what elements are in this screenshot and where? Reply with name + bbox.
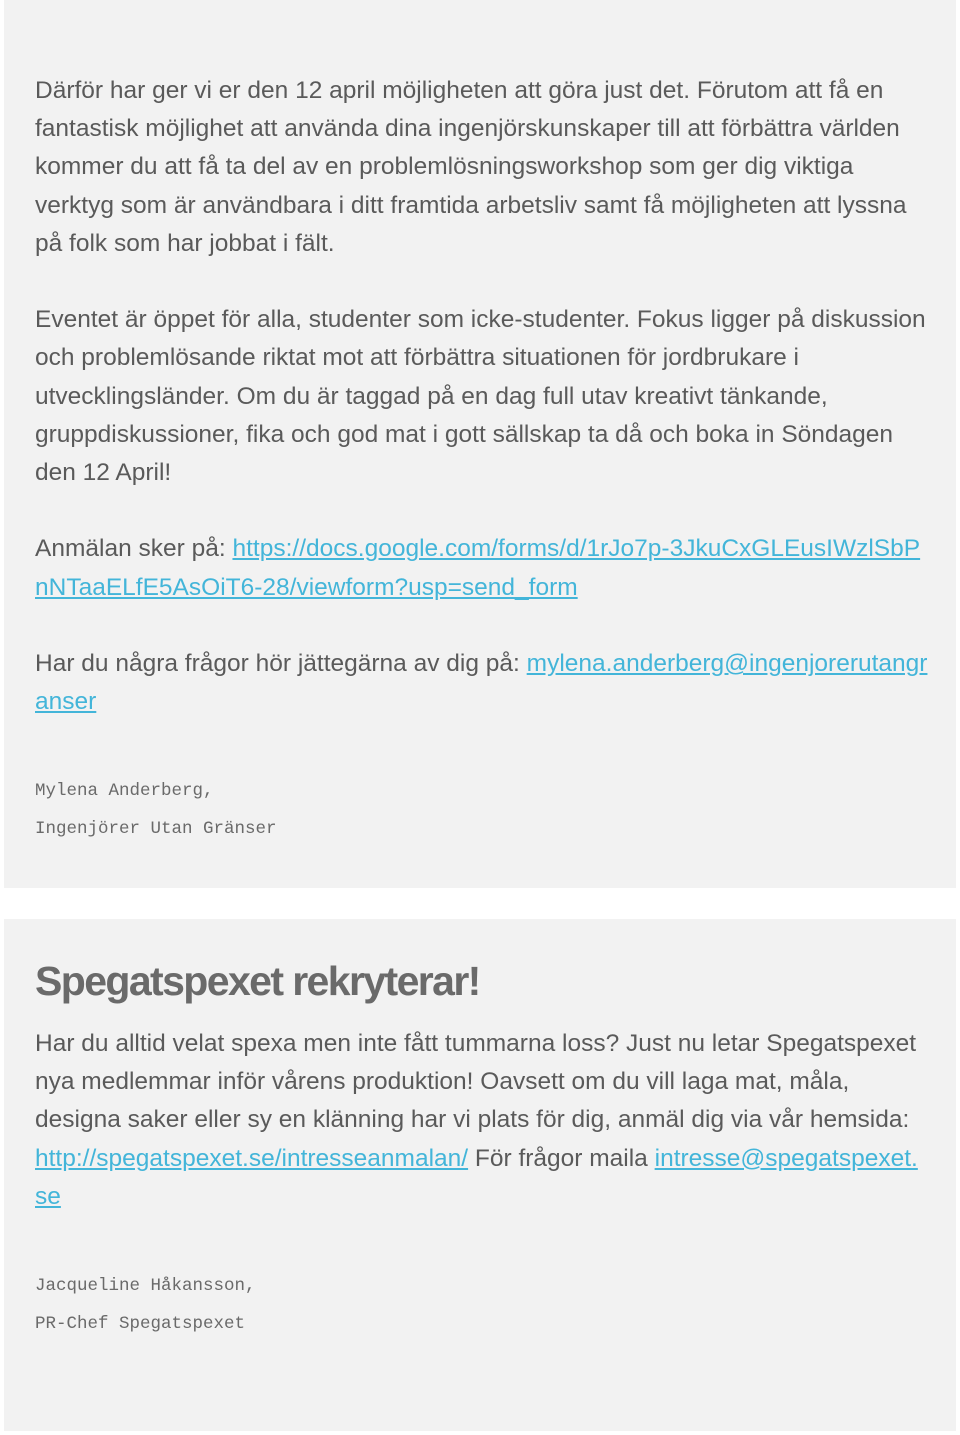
signature-name: Mylena Anderberg, (35, 781, 214, 802)
signup-label: Anmälan sker på: (35, 535, 233, 563)
signature (35, 1267, 928, 1343)
signature-organization: Ingenjörer Utan Gränser (35, 819, 277, 840)
event-card (4, 0, 956, 888)
interest-email-link[interactable]: intresse@spegatspexet.se (35, 1144, 918, 1210)
spex-recruitment-card (4, 919, 956, 1431)
section-title: Spegatspexet rekryterar! (35, 958, 480, 1004)
event-intro-paragraph: Därför har ger vi er den 12 april möjligheten att göra just det. Förutom att få en fantastisk möjlighet att använda dina ingenjörskunskaper till att förbättra världen kommer du att få ta del av en problemlösningsworkshop som ger dig viktiga verktyg som är användbara i ditt framtida arbetsliv samt få möjligheten att lyssna på folk som har jobbat i fält. (35, 77, 907, 257)
signature-name: Jacqueline Håkansson, (35, 1276, 256, 1297)
signup-form-link[interactable]: https://docs.google.com/forms/d/1rJo7p-3JkuCxGLEusIWzlSbPnNTaaELfE5AsOiT6-28/viewform?usp=send_form (35, 535, 921, 601)
contact-email-link[interactable]: mylena.anderberg@ingenjorerutangranser (35, 650, 928, 716)
event-details-paragraph: Eventet är öppet för alla, studenter som icke-studenter. Fokus ligger på diskussion och problemlösande riktat mot att förbättra situationen för jordbrukare i utvecklingsländer. Om du är taggad på en dag full utav kreativt tänkande, gruppdiskussioner, fika och god mat i gott sällskap ta då och boka in Söndagen den 12 April! (35, 306, 926, 487)
signup-paragraph (35, 530, 928, 606)
questions-label: Har du några frågor hör jättegärna av dig på: (35, 650, 527, 677)
questions-text: För frågor maila (468, 1144, 655, 1172)
recruitment-text: Har du alltid velat spexa men inte fått tummarna loss? Just nu letar Spegatspexet nya medlemmar inför vårens produktion! Oavsett om du vill laga mat, måla, designa saker eller sy en klänning har vi plats för dig, anmäl dig via vår hemsida: (35, 1030, 917, 1134)
signature-title: PR-Chef Spegatspexet (35, 1314, 246, 1335)
questions-paragraph (35, 645, 928, 721)
recruitment-paragraph (35, 1025, 928, 1216)
signature (35, 772, 928, 848)
interest-signup-link[interactable]: http://spegatspexet.se/intresseanmalan/ (35, 1144, 469, 1172)
